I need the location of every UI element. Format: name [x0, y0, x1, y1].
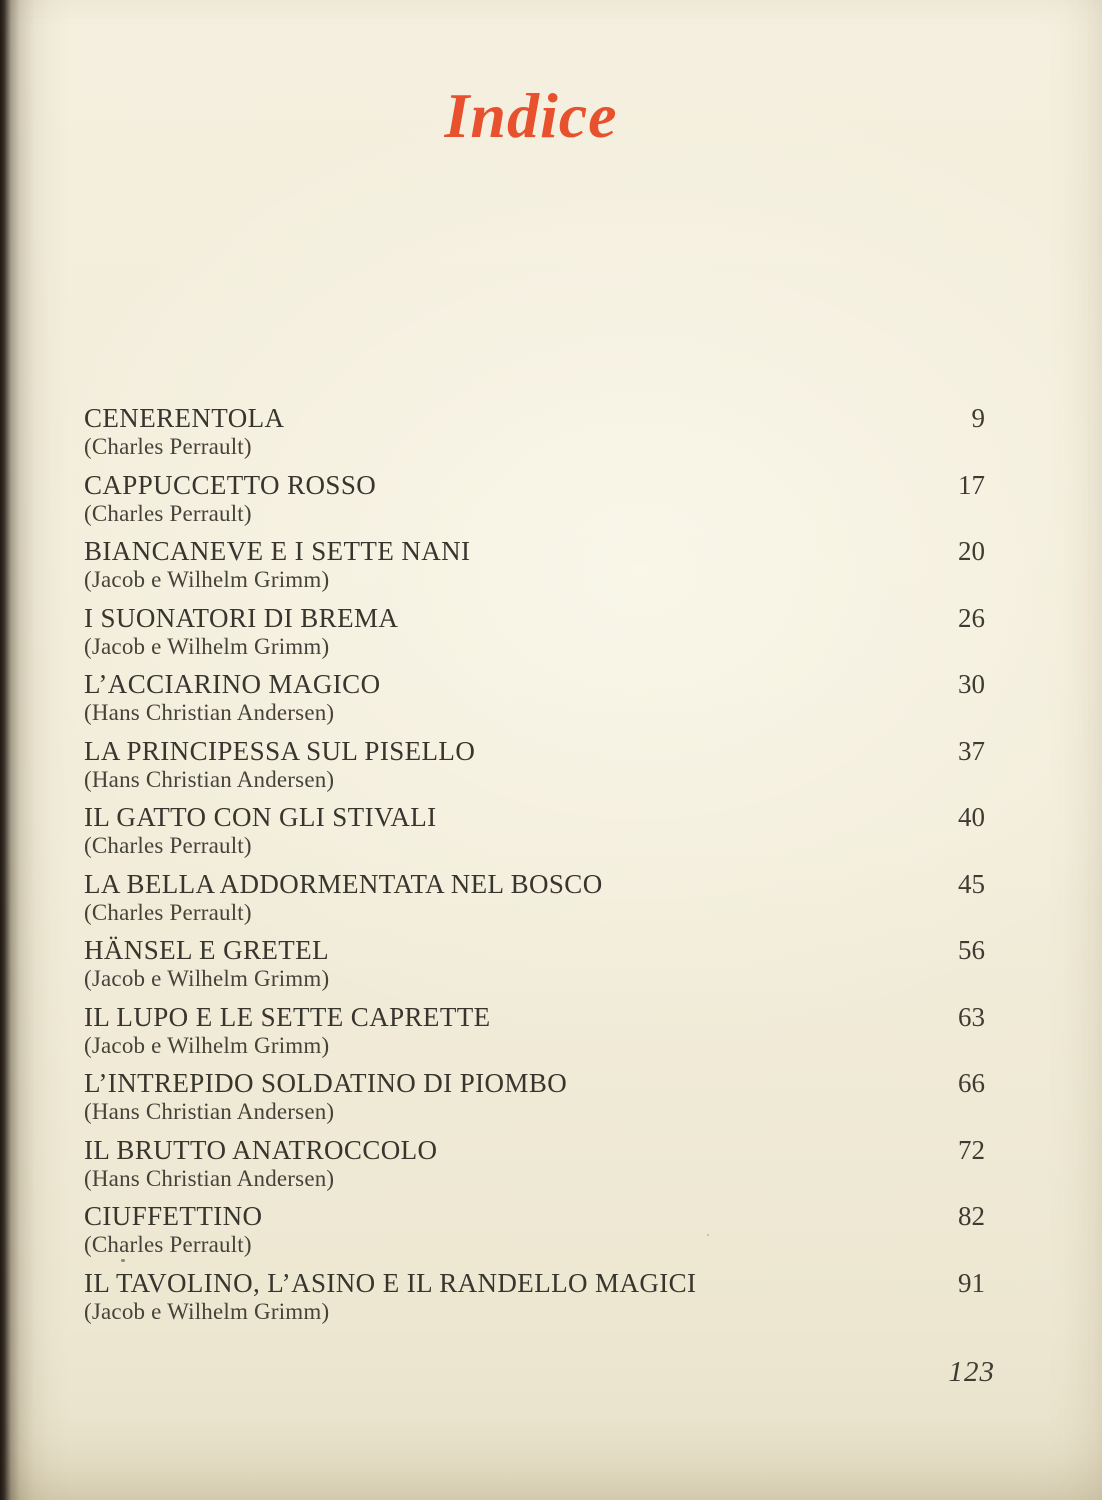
toc-entry — [84, 403, 985, 470]
toc-entry-author: (Charles Perrault) — [84, 500, 252, 526]
toc-entry-author: (Hans Christian Andersen) — [84, 700, 335, 725]
toc-entry — [84, 1068, 985, 1135]
toc-entry-author: (Hans Christian Andersen) — [84, 1099, 335, 1124]
toc-entry-text — [84, 1135, 437, 1192]
toc-entry-page-number: 66 — [958, 1068, 985, 1098]
toc-entry-text — [84, 1201, 262, 1258]
toc-entry-author: (Hans Christian Andersen) — [84, 766, 335, 792]
toc-entry — [84, 1002, 985, 1069]
toc-entry-title: IL GATTO CON GLI STIVALI — [84, 802, 437, 832]
toc-entry-page-number: 9 — [971, 403, 985, 433]
toc-entry-text — [84, 736, 475, 793]
toc-entry — [84, 736, 985, 803]
toc-entry-author: (Jacob e Wilhelm Grimm) — [84, 567, 330, 592]
toc-entry-page-number: 63 — [958, 1001, 985, 1032]
toc-entry — [84, 1135, 985, 1202]
toc-entry — [84, 669, 985, 736]
toc-entry-author: (Charles Perrault) — [84, 434, 252, 459]
toc-entry-page-number: 26 — [958, 602, 985, 633]
toc-entry-page-number: 40 — [958, 802, 985, 832]
toc-entry-title: IL TAVOLINO, L’ASINO E IL RANDELLO MAGICI — [84, 1267, 697, 1298]
toc-entry-page-number: 72 — [958, 1134, 985, 1165]
toc-entry — [84, 603, 985, 670]
toc-entry-page-number: 82 — [958, 1201, 985, 1231]
toc-entry-title: IL LUPO E LE SETTE CAPRETTE — [84, 1001, 491, 1032]
toc-entry-text — [84, 536, 470, 593]
toc-entry-page-number: 30 — [958, 669, 985, 699]
toc-entry-page-number: 37 — [958, 735, 985, 766]
toc-entry-text — [84, 802, 437, 859]
toc-entry — [84, 1201, 985, 1268]
toc-entry-page-number: 91 — [958, 1267, 985, 1298]
toc-entry-author: (Hans Christian Andersen) — [84, 1165, 335, 1191]
toc-entry-title: IL BRUTTO ANATROCCOLO — [84, 1134, 438, 1165]
table-of-contents — [84, 403, 985, 1334]
toc-entry-author: (Charles Perrault) — [84, 833, 252, 858]
toc-entry-text — [84, 603, 398, 660]
toc-entry-text — [84, 935, 329, 992]
toc-entry-text — [84, 869, 603, 926]
toc-entry — [84, 470, 985, 537]
toc-entry-title: HÄNSEL E GRETEL — [84, 935, 329, 965]
toc-entry-title: LA PRINCIPESSA SUL PISELLO — [84, 735, 476, 766]
toc-entry-text — [84, 403, 284, 460]
toc-entry-text — [84, 470, 376, 527]
toc-entry — [84, 935, 985, 1002]
toc-entry — [84, 869, 985, 936]
scan-spine-edge — [0, 0, 70, 1500]
toc-entry-title: L’ACCIARINO MAGICO — [84, 669, 381, 699]
toc-entry-title: CIUFFETTINO — [84, 1201, 263, 1231]
toc-entry-title: CENERENTOLA — [84, 403, 285, 433]
toc-entry-page-number: 17 — [958, 469, 985, 500]
scan-speck — [121, 1259, 125, 1262]
toc-entry-page-number: 45 — [958, 868, 985, 899]
toc-entry-page-number: 56 — [958, 935, 985, 965]
toc-entry-author: (Jacob e Wilhelm Grimm) — [84, 1298, 330, 1324]
toc-entry-author: (Jacob e Wilhelm Grimm) — [84, 1032, 330, 1058]
page-title: Indice — [444, 80, 618, 151]
toc-entry-text — [84, 1002, 491, 1059]
toc-entry — [84, 802, 985, 869]
toc-entry-title: L’INTREPIDO SOLDATINO DI PIOMBO — [84, 1068, 568, 1098]
toc-entry-title: LA BELLA ADDORMENTATA NEL BOSCO — [84, 868, 603, 899]
toc-entry-text — [84, 669, 380, 726]
scan-speck — [707, 1234, 709, 1236]
toc-entry-author: (Jacob e Wilhelm Grimm) — [84, 966, 330, 991]
toc-entry — [84, 1268, 985, 1335]
toc-entry-page-number: 20 — [958, 536, 985, 566]
toc-entry-text — [84, 1268, 696, 1325]
toc-entry-title: I SUONATORI DI BREMA — [84, 602, 399, 633]
toc-entry — [84, 536, 985, 603]
toc-entry-title: CAPPUCCETTO ROSSO — [84, 469, 377, 500]
toc-entry-text — [84, 1068, 567, 1125]
toc-entry-author: (Charles Perrault) — [84, 899, 252, 925]
folio-page-number: 123 — [948, 1356, 995, 1388]
toc-entry-author: (Charles Perrault) — [84, 1232, 252, 1257]
toc-entry-author: (Jacob e Wilhelm Grimm) — [84, 633, 330, 659]
toc-entry-title: BIANCANEVE E I SETTE NANI — [84, 536, 471, 566]
